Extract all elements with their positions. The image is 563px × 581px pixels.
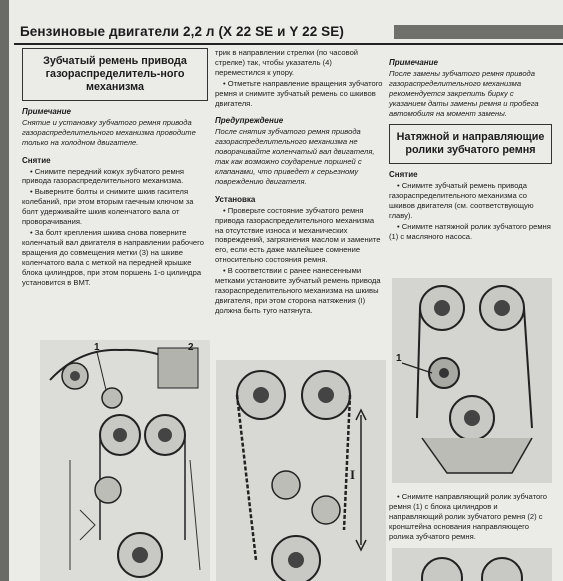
install-heading: Установка	[215, 194, 256, 204]
figure-callout: 1	[396, 353, 402, 364]
removal-heading: Снятие	[22, 155, 51, 165]
note-heading: Примечание	[22, 107, 71, 116]
page-header	[14, 16, 563, 45]
page-title: Бензиновые двигатели 2,2 л (X 22 SE и Y 22 SE)	[20, 24, 344, 39]
section-title-rollers: Натяжной и направляющие ролики зубчатого ремня	[389, 124, 552, 164]
warning-text: После снятия зубчатого ремня привода газораспределительного механизма не поворачивайте коленчатый вал двигателя, так как возможно соударение поршней с клапанами, что приведет к серьезному повреждению двигателя.	[215, 127, 375, 186]
column-middle	[215, 48, 383, 317]
removal-heading: Снятие	[389, 170, 418, 180]
column-left	[22, 48, 208, 288]
note-text: Снятие и установку зубчатого ремня привода газораспределительного механизма проводите только на холодном двигателе.	[22, 117, 196, 147]
roller-figure-bottom	[392, 548, 552, 581]
page-binding-edge	[0, 0, 9, 581]
note-heading: Примечание	[389, 58, 438, 67]
paragraph: • Проверьте состояние зубчатого ремня привода газораспределительного механизма на отсутствие износа и механических повреждений, загрязнения маслом и замените его, если есть даже малейшее сомнение относительно состояния ремня.	[215, 205, 381, 265]
paragraph: • Снимите направляющий ролик зубчатого ремня (1) с блока цилиндров и направляющий ролик зубчатого ремня (2) с кронштейна основания направляющего ролика зубчатого ремня.	[389, 492, 548, 541]
header-decor-bar	[394, 25, 563, 39]
note-text: После замены зубчатого ремня привода газораспределительного механизма рекомендуется закрепить бирку с указанием даты замены ремня и пробега автомобиля на момент замены.	[389, 68, 539, 118]
paragraph: • Выверните болты и снимите шкив гасителя колебаний, при этом вторым гаечным ключом за болт удерживайте шкив коленчатого вала от проворачивания.	[22, 187, 194, 227]
engine-figure-left	[40, 340, 210, 581]
warning-heading: Предупреждение	[215, 116, 284, 126]
paragraph: • Снимите передний кожух зубчатого ремня привода газораспределительного механизма.	[22, 166, 185, 186]
engine-figure-middle	[216, 360, 386, 581]
paragraph: • Снимите зубчатый ремень привода газораспределительного механизма со шкивов двигателя (см. соответствующую главу).	[389, 181, 534, 221]
figure-callout: I	[350, 467, 356, 482]
figure-callout: 2	[188, 342, 194, 353]
paragraph: • Отметьте направление вращения зубчатого ремня и снимите зубчатый ремень со шкивов двигателя.	[215, 78, 383, 108]
column-right-bottom	[389, 492, 552, 543]
paragraph: • В соответствии с ранее нанесенными метками установите зубчатый ремень привода газораспределительного механизма на шкивы двигателя, при этом сторона натяжения (I) должна быть туго натянута.	[215, 266, 381, 315]
paragraph: • Снимите натяжной ролик зубчатого ремня (1) с масляного насоса.	[389, 221, 551, 241]
paragraph: трик в направлении стрелки (по часовой стрелке) так, чтобы указатель (4) переместился к упору.	[215, 48, 359, 77]
paragraph: • За болт крепления шкива снова поверните коленчатый вал двигателя в направлении рабочего вращения до совмещения метки (3) на шкиве коленчатого вала с меткой на передней крышке блока цилиндров, при этом поршень 1-о цилиндра установится в ВМТ.	[22, 227, 204, 287]
roller-figure-right	[392, 278, 552, 483]
figure-callout: 1	[94, 342, 100, 353]
section-title-timing-belt: Зубчатый ремень привода газораспределитель-ного механизма	[22, 48, 208, 101]
column-right	[389, 48, 552, 243]
